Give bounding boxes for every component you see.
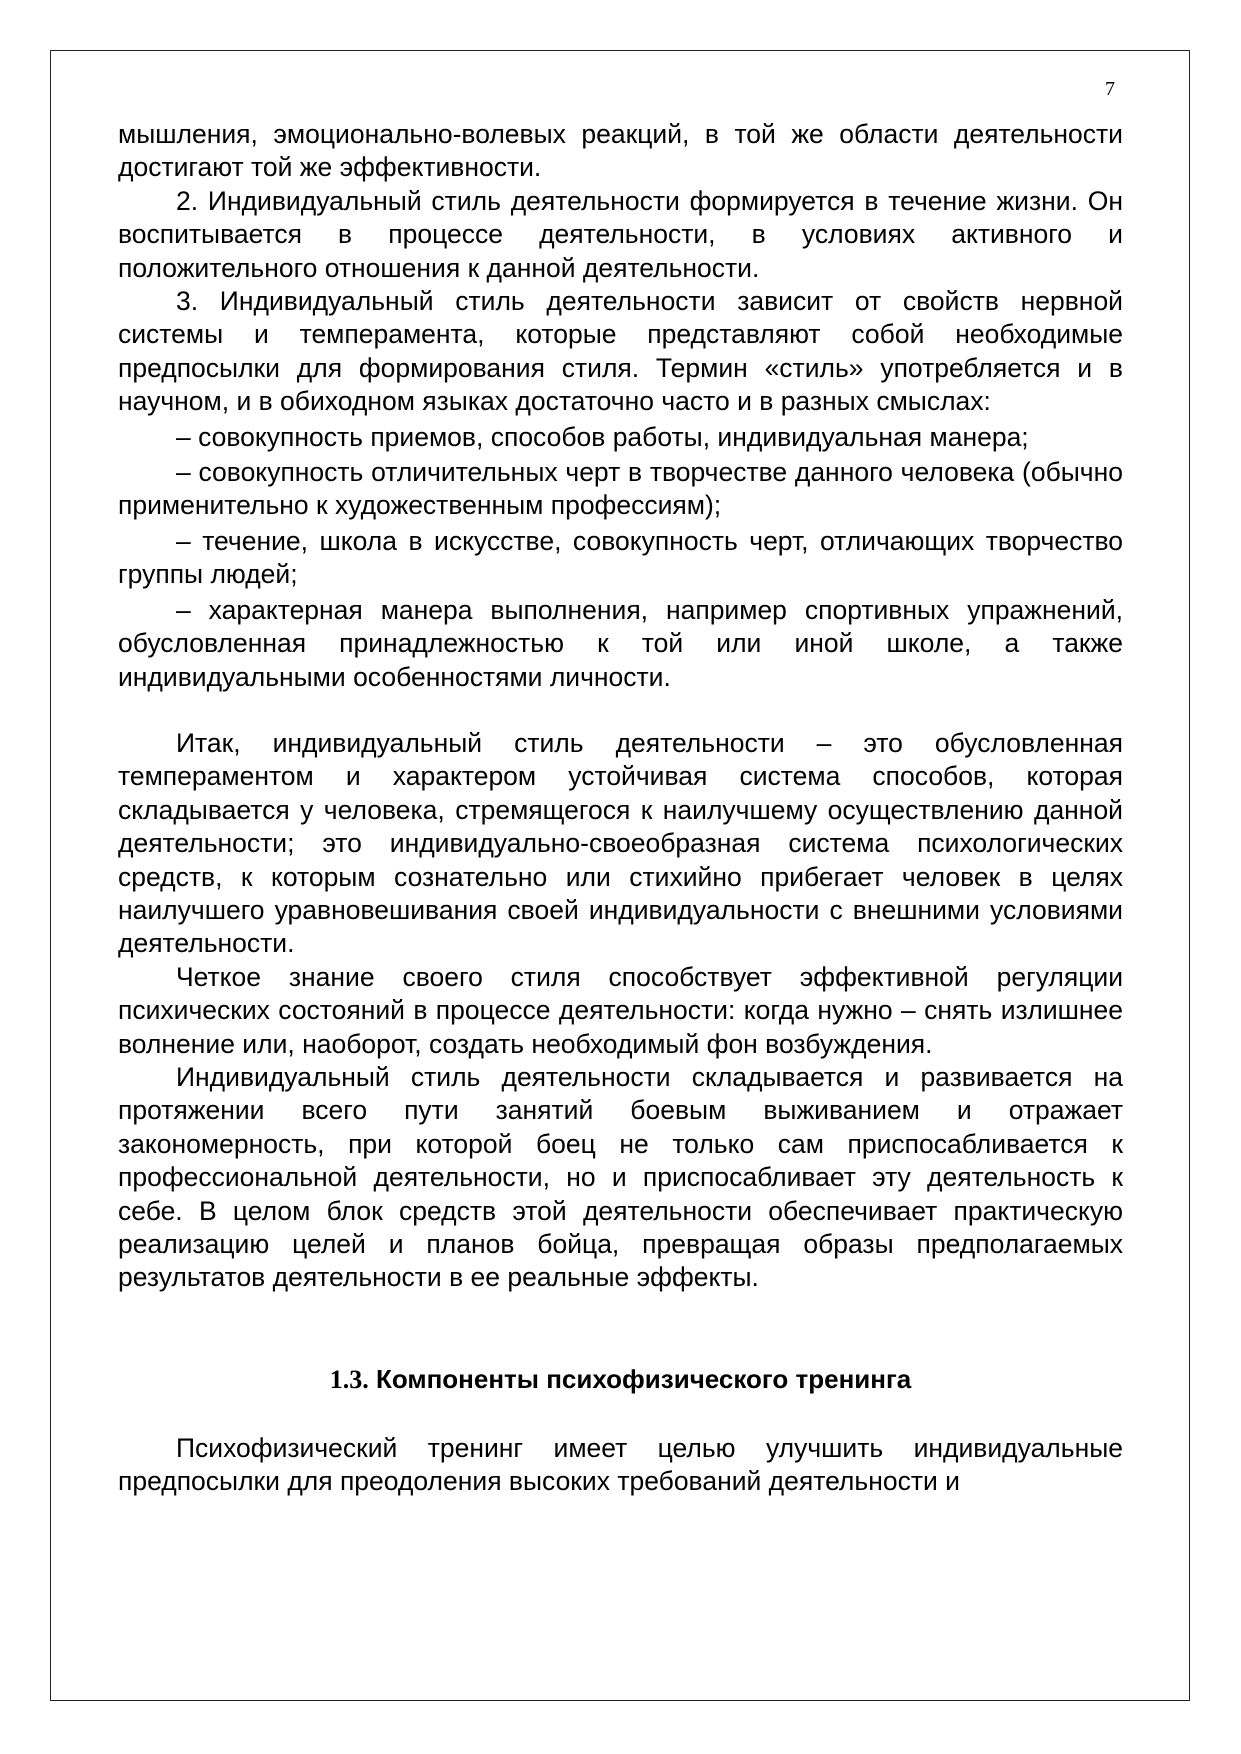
blank-space: [118, 1396, 1123, 1432]
list-item-4: – характерная манера выполнения, например спортивных упражнений, обусловленная принадлежностью к той или иной школе, а также индивидуальными особенностями личности.: [118, 594, 1123, 692]
paragraph-summary: Итак, индивидуальный стиль деятельности – это обусловленная темпераментом и характером устойчивая система способов, которая складывается у человека, стремящегося к наилучшему осуществлению данной деятельности; это индивидуально-своеобразная система психологических средств, к которым сознательно или стихийно прибегает человек в целях наилучшего уравновешивания своей индивидуальности с внешними условиями деятельности.: [118, 727, 1123, 959]
paragraph-point-3: 3. Индивидуальный стиль деятельности зависит от свойств нервной системы и темперамента, которые представляют собой необходимые предпосылки для формирования стиля. Термин «стиль» употребляется и в научном, и в обиходном языках достаточно часто и в разных смыслах:: [118, 286, 1123, 417]
paragraph-point-2: 2. Индивидуальный стиль деятельности формируется в течение жизни. Он воспитывается в процессе деятельности, в условиях активного и положительного отношения к данной деятельности.: [118, 185, 1123, 283]
section-number: 1.3.: [329, 1364, 369, 1394]
page-number: 7: [1105, 78, 1115, 100]
list-item-1: – совокупность приемов, способов работы, индивидуальная манера;: [176, 421, 1029, 452]
paragraph-continuation: мышления, эмоционально-волевых реакций, в той же области деятельности достигают той же эффективности.: [118, 119, 1123, 183]
list-item-2: – совокупность отличительных черт в творчестве данного человека (обычно применительно к художественным профессиям);: [118, 457, 1123, 521]
paragraph-style-knowledge: Четкое знание своего стиля способствует эффективной регуляции психических состояний в процессе деятельности: когда нужно – снять излишнее волнение или, наоборот, создать необходимый фон возбуждения.: [118, 961, 1123, 1059]
list-item-3: – течение, школа в искусстве, совокупность черт, отличающих творчество группы людей;: [118, 525, 1123, 590]
section-heading: [118, 1363, 1123, 1396]
blank-space: [118, 1295, 1123, 1363]
document-body: [118, 118, 1123, 1499]
blank-line: [118, 694, 1123, 727]
paragraph-training: Психофизический тренинг имеет целью улучшить индивидуальные предпосылки для преодоления высоких требований деятельности и: [118, 1432, 1123, 1497]
paragraph-style-development: Индивидуальный стиль деятельности складывается и развивается на протяжении всего пути занятий боевым выживанием и отражает закономерность, при которой боец не только сам приспосабливается к профессиональной деятельности, но и приспосабливает эту деятельность к себе. В целом блок средств этой деятельности обеспечивает практическую реализацию целей и планов бойца, превращая образы предполагаемых результатов деятельности в ее реальные эффекты.: [118, 1061, 1123, 1293]
section-title: Компоненты психофизического тренинга: [375, 1363, 912, 1394]
